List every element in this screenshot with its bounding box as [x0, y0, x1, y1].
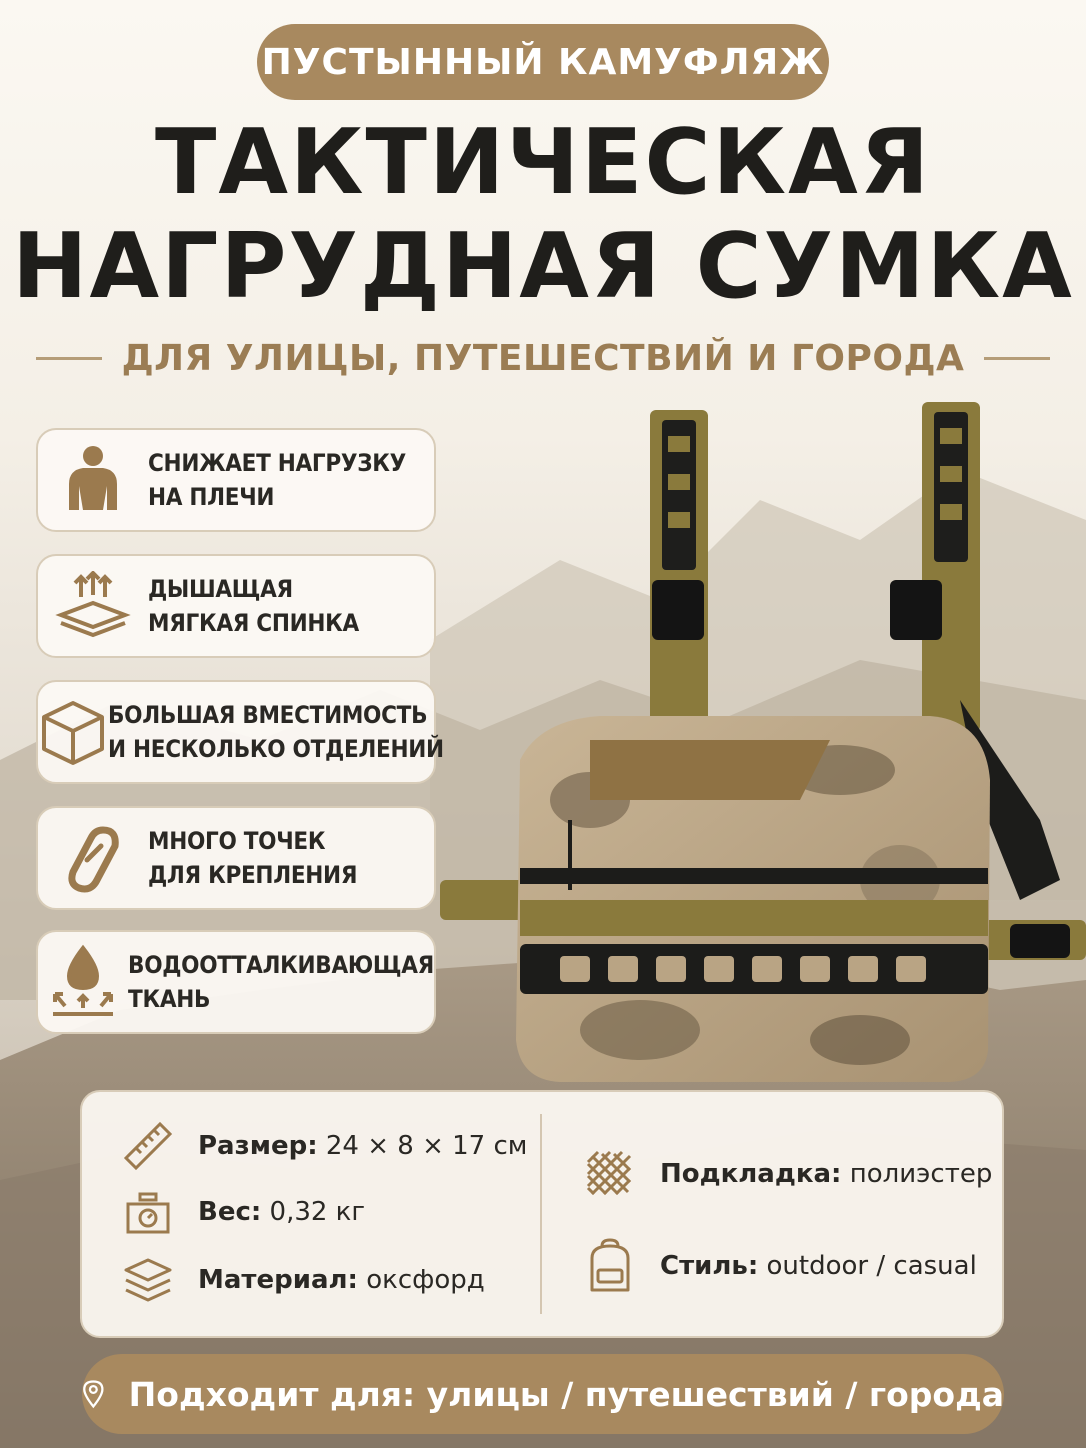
- spec-lining: [582, 1146, 992, 1202]
- spec-label: Подкладка:: [660, 1159, 842, 1189]
- spec-value: outdoor / casual: [766, 1251, 977, 1281]
- spec-value: оксфорд: [366, 1265, 485, 1295]
- title-line-2: НАГРУДНАЯ СУМКА: [12, 214, 1074, 319]
- subtitle: ДЛЯ УЛИЦЫ, ПУТЕШЕСТВИЙ И ГОРОДА: [121, 337, 965, 379]
- location-pin-icon: [82, 1368, 105, 1420]
- feature-line: НА ПЛЕЧИ: [148, 483, 275, 511]
- feature-line: И НЕСКОЛЬКО ОТДЕЛЕНИЙ: [108, 735, 444, 763]
- fabric-mesh-icon: [582, 1146, 638, 1202]
- water-drop-icon: [38, 932, 128, 1032]
- feature-card-capacity: [36, 680, 444, 784]
- chest-bag-image: [516, 716, 990, 1082]
- spec-value: 24 × 8 × 17 см: [325, 1131, 528, 1161]
- carabiner-icon: [38, 808, 148, 908]
- feature-line: ДЫШАЩАЯ: [148, 575, 293, 603]
- spec-size: [120, 1118, 527, 1174]
- spec-label: Материал:: [198, 1265, 358, 1295]
- feature-line: МЯГКАЯ СПИНКА: [148, 609, 359, 637]
- suitable-for-text: Подходит для: улицы / путешествий / города: [128, 1374, 1004, 1414]
- subtitle-rule-left: [36, 357, 102, 360]
- feature-line: СНИЖАЕТ НАГРУЗКУ: [148, 449, 406, 477]
- feature-card-breathable: [36, 554, 436, 658]
- suitable-for-bar: [82, 1354, 1004, 1434]
- subtitle-rule-right: [984, 357, 1050, 360]
- spec-value: полиэстер: [849, 1159, 993, 1189]
- spec-weight: [120, 1184, 365, 1240]
- scale-icon: [120, 1184, 176, 1240]
- feature-line: БОЛЬШАЯ ВМЕСТИМОСТЬ: [108, 701, 428, 729]
- feature-card-attachments: [36, 806, 436, 910]
- spec-style: [582, 1238, 977, 1294]
- spec-value: 0,32 кг: [269, 1197, 366, 1227]
- feature-line: ТКАНЬ: [128, 985, 211, 1013]
- spec-label: Размер:: [198, 1131, 318, 1161]
- subtitle-row: [36, 330, 1050, 386]
- feature-line: ДЛЯ КРЕПЛЕНИЯ: [148, 861, 358, 889]
- spec-label: Вес:: [198, 1197, 262, 1227]
- color-badge: ПУСТЫННЫЙ КАМУФЛЯЖ: [257, 24, 829, 100]
- backpack-icon: [582, 1238, 638, 1294]
- feature-card-water-repellent: [36, 930, 436, 1034]
- spec-material: [120, 1252, 485, 1308]
- shoulders-icon: [38, 430, 148, 530]
- layers-icon: [120, 1252, 176, 1308]
- feature-line: ВОДООТТАЛКИВАЮЩАЯ: [128, 951, 434, 979]
- specs-divider: [540, 1114, 542, 1314]
- ruler-icon: [120, 1118, 176, 1174]
- spec-label: Стиль:: [660, 1251, 759, 1281]
- feature-card-shoulders: [36, 428, 436, 532]
- box-icon: [38, 682, 108, 782]
- breathable-layers-icon: [38, 556, 148, 656]
- specs-panel: [80, 1090, 1004, 1338]
- title-line-1: ТАКТИЧЕСКАЯ: [154, 110, 932, 215]
- feature-line: МНОГО ТОЧЕК: [148, 827, 326, 855]
